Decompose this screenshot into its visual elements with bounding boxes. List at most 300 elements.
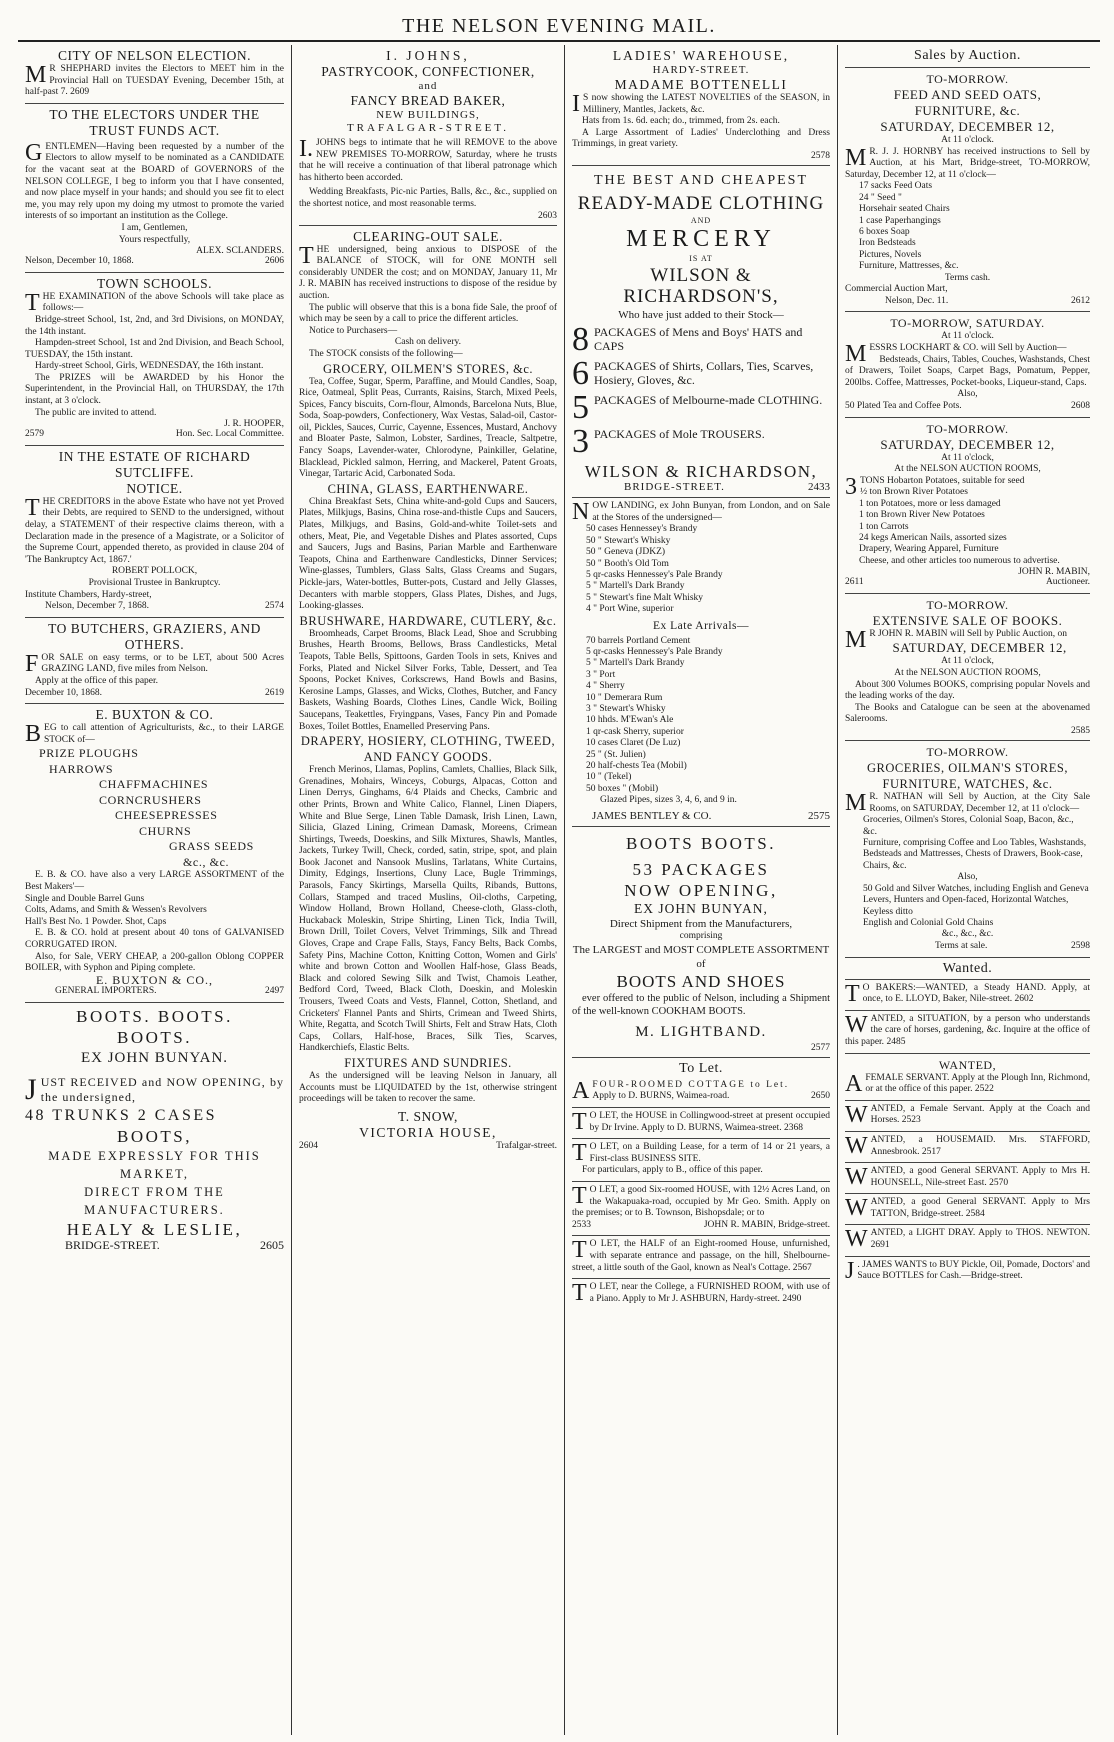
goods-item: 70 barrels Portland Cement bbox=[586, 635, 691, 646]
goods-item: CHURNS bbox=[139, 823, 192, 838]
lot-item: 24 kegs American Nails, assorted sizes bbox=[859, 532, 1007, 543]
to-let-ad bbox=[572, 1077, 830, 1108]
drop-cap: W bbox=[845, 1226, 868, 1253]
ad-body: ANTED, a LIGHT DRAY. Apply to THOS. NEWTON. bbox=[870, 1228, 1090, 1239]
lot-list bbox=[845, 487, 1090, 567]
goods-item: 4 " Sherry bbox=[586, 681, 625, 692]
goods-item: 10 hhds. M'Ewan's Ale bbox=[586, 715, 674, 726]
ad-body: O LET, on a Building Lease, for a term of 14 or 21 years, a First-class BUSINESS SITE. bbox=[589, 1142, 830, 1164]
drop-cap: T bbox=[572, 1140, 587, 1167]
package-item bbox=[572, 388, 830, 426]
ad-ladies-warehouse bbox=[572, 45, 830, 166]
ad-body: The LARGEST and MOST COMPLETE ASSORTMENT of bbox=[572, 943, 830, 970]
ad-body: Who have just added to their Stock— bbox=[618, 308, 784, 321]
ad-body: Direct Shipment from the Manufacturers, bbox=[609, 918, 793, 931]
ad-when: TO-MORROW, SATURDAY. bbox=[890, 316, 1045, 331]
package-text: PACKAGES of Melbourne-made CLOTHING. bbox=[594, 392, 823, 407]
ad-number: 2604 bbox=[299, 1140, 318, 1151]
ad-address: BRIDGE-STREET. bbox=[624, 480, 725, 493]
ad-number: 2584 bbox=[965, 1208, 985, 1219]
goods-item: 25 " (St. Julien) bbox=[586, 749, 646, 760]
ad-address: BRIDGE-STREET. bbox=[65, 1237, 160, 1252]
ad-heading: EXTENSIVE SALE OF BOOKS. bbox=[872, 612, 1063, 628]
drop-cap: W bbox=[845, 1195, 868, 1222]
ad-subheading: NEW BUILDINGS, bbox=[376, 109, 480, 121]
ad-body: EG to call attention of Agriculturists, &c., to their LARGE STOCK of— bbox=[44, 723, 284, 745]
column-1 bbox=[18, 45, 291, 1735]
ad-when: TO-MORROW. bbox=[926, 744, 1009, 759]
ad-heading: NOW OPENING, bbox=[624, 881, 778, 901]
lot-item: 1 ton Brown River New Potatoes bbox=[859, 510, 985, 521]
package-count: 6 bbox=[572, 354, 589, 392]
ad-body: A Large Assortment of Ladies' Underclothing and Dress Trimmings, in great variety. bbox=[572, 127, 830, 150]
goods-item: 10 cases Claret (De Luz) bbox=[586, 738, 681, 749]
ad-body: E. B. & CO. hold at present about 40 tons of GALVANISED CORRUGATED IRON. bbox=[25, 928, 284, 950]
lot-item: 24 " Seed " bbox=[859, 192, 902, 203]
ad-number: 2598 bbox=[1071, 940, 1090, 951]
goods-item: 50 boxes " (Mobil) bbox=[586, 783, 659, 794]
ad-body: Also, bbox=[957, 389, 978, 400]
ad-heading: FEED AND SEED OATS, bbox=[893, 87, 1042, 102]
lot-item: Groceries, Oilmen's Stores, Colonial Soap, Bacon, &c., &c. bbox=[863, 815, 1074, 837]
signatory: E. BUXTON & CO., bbox=[95, 972, 214, 987]
masthead: THE NELSON EVENING MAIL. bbox=[402, 15, 716, 37]
ad-heading: BOOTS, bbox=[117, 1126, 192, 1146]
goods-item: HARROWS bbox=[49, 761, 114, 776]
drop-cap: I. bbox=[299, 136, 313, 162]
ad-number: 2368 bbox=[783, 1122, 803, 1133]
ad-heading: I. JOHNS, bbox=[386, 48, 470, 63]
signatory: ROBERT POLLOCK, bbox=[111, 566, 198, 577]
goods-item: 50 " Geneva (JDKZ) bbox=[586, 547, 666, 558]
ad-lightband-boots bbox=[572, 827, 830, 1058]
signatory-house: VICTORIA HOUSE, bbox=[359, 1124, 497, 1140]
wanted-section bbox=[845, 958, 1090, 1291]
ad-subheading: NOTICE. bbox=[126, 480, 183, 496]
ad-number: 2522 bbox=[974, 1084, 994, 1095]
drop-cap: T bbox=[845, 980, 860, 1007]
ad-body: OW LANDING, ex John Bunyan, from London, and on Sale at the Stores of the undersigned— bbox=[592, 501, 830, 523]
ad-body: ANTED, a good General SERVANT. Apply to Mrs TATTON, Bridge-street. bbox=[870, 1197, 1090, 1219]
ad-johns bbox=[299, 45, 557, 226]
goods-list bbox=[25, 746, 284, 870]
wanted-ad bbox=[845, 1194, 1090, 1225]
drop-cap: M bbox=[25, 62, 47, 88]
schedule-line: Hardy-street School, Girls, WEDNESDAY, the 16th instant. bbox=[35, 361, 264, 372]
goods-list bbox=[572, 636, 830, 807]
drop-cap: A bbox=[845, 1070, 863, 1097]
ad-sutcliffe-estate bbox=[25, 446, 284, 618]
ad-body: S now showing the LATEST NOVELTIES of the SEASON, in Millinery, Mantles, Jackets, &c. bbox=[583, 93, 830, 115]
goods-item: GRASS SEEDS bbox=[169, 839, 254, 854]
drop-cap: F bbox=[25, 650, 39, 677]
ad-number: 2603 bbox=[538, 210, 557, 221]
drop-cap: A bbox=[572, 1077, 590, 1104]
ad-subheading: TRAFALGAR-STREET. bbox=[346, 122, 510, 134]
ad-healy-leslie-boots bbox=[25, 1003, 284, 1256]
package-text: PACKAGES of Mole TROUSERS. bbox=[594, 426, 765, 441]
ad-number: 2575 bbox=[808, 809, 830, 822]
ad-body: 50 Gold and Silver Watches, including English and Geneva Levers, Hunters and Open-faced, Horizontal Watches, Keyless ditto bbox=[863, 883, 1089, 917]
lot-item: Drapery, Wearing Apparel, Furniture bbox=[859, 544, 999, 555]
lot-item: 1 case Paperhangings bbox=[859, 215, 941, 226]
wanted-ad bbox=[845, 1257, 1090, 1287]
ad-body: comprising bbox=[679, 931, 723, 942]
drop-cap: W bbox=[845, 1132, 868, 1159]
ad-body: ever offered to the public of Nelson, including a Shipment of the well-known COOKHAM BOOTS. bbox=[572, 992, 830, 1017]
ad-number: 2497 bbox=[265, 986, 284, 997]
drop-cap: T bbox=[572, 1280, 587, 1307]
signatory-role: Hon. Sec. Local Committee. bbox=[175, 429, 284, 440]
lot-item: Pictures, Novels bbox=[859, 249, 922, 260]
lot-list bbox=[845, 181, 1090, 272]
ad-body: FOUR-ROOMED COTTAGE to Let. bbox=[592, 1079, 790, 1090]
goods-item: CHAFFMACHINES bbox=[99, 777, 209, 792]
schedule-line: Hampden-street School, 1st and 2nd Division, and Beach School, TUESDAY, the 15th instant. bbox=[25, 338, 284, 360]
ad-body: The Books and Catalogue can be seen at the abovenamed Salerooms. bbox=[845, 702, 1090, 725]
package-text: PACKAGES of Mens and Boys' HATS and CAPS bbox=[594, 324, 803, 353]
ad-nathan-auction bbox=[845, 741, 1090, 958]
ad-body: Apply to D. BURNS, Waimea-road. bbox=[592, 1091, 730, 1102]
drop-cap: M bbox=[845, 341, 867, 367]
to-let-ad bbox=[572, 1279, 830, 1309]
ad-number: 2650 bbox=[811, 1091, 830, 1102]
ad-body: HE EXAMINATION of the above Schools will take place as follows:— bbox=[42, 291, 284, 314]
ad-terms: Terms at sale. bbox=[935, 940, 988, 951]
signatory: J. R. HOOPER, bbox=[224, 419, 284, 430]
ad-number: 2612 bbox=[1071, 295, 1090, 306]
ad-heading: MADE EXPRESSLY FOR THIS MARKET, bbox=[48, 1148, 261, 1181]
ad-number: 2585 bbox=[1071, 725, 1090, 736]
ad-body: ANTED, a good General SERVANT. Apply to Mrs H. HOUNSELL, Nile-street East. bbox=[870, 1166, 1090, 1188]
ad-heading: THE BEST AND CHEAPEST bbox=[593, 172, 809, 188]
section-body: As the undersigned will be leaving Nelson in January, all Accounts must be LIQUIDATED by the 1st, otherwise stringent proceedings will be taken to recover the same. bbox=[299, 1070, 557, 1105]
section-body: Tea, Coffee, Sugar, Sperm, Paraffine, and Mould Candles, Soap, Rice, Oatmeal, Split Peas, Currants, Raisins, Starch, Mixed Peels, Spices, Fancy biscuits, Corn-flour, Almonds, Barcelona Nuts, Blue, Soda, Soap-powders, Confectionery, Wax Vestas, Salad-oil, Castor-oil, Pickles, Sauces, Curric, Cayenne, Essences, Mustard, Anchovy and Bloater Paste, Salmon, Lobster, Sardines, Treacle, Saltpetre, Fancy Soaps, Lavender-water, Chlorodyne, Painkiller, Gelatine, Blacklead, Pickled salmon, Herring, and Mackerel, Patent Groats, Vinegar, Tartaric Acid, Carbonated Soda. bbox=[299, 376, 557, 480]
ad-time: At 11 o'clock. bbox=[941, 135, 994, 145]
section-body: French Merinos, Llamas, Poplins, Camlets, Challies, Black Silk, Grenadines, Mohairs, Winceys, Coburgs, Alpacas, Cotton and Linen Derrys, Ginghams, 6/4 Plaids and Checks, Cambric and other Prints, Brown and White Calico, Flannel, Linen Diapers, White and Blue Serge, Linen Table Damask, Irish Linen, Lawn, Silicia, Glazed Lining, Crimean Damask, Moreens, Crimean Shirtings, Tweeds, Doeskins, and Silk Mixtures, Shawls, Mantles, Jackets, Turkey Twill, Check, corded, satin, stripe, spot, and plain Book Jaconet and Nansook Muslins, Tarlatans, White Curtains, Dimity, Edgings, Insertions, Cluny Lace, Bugle Trimmings, Parasols, Fancy Skirtings, Marsella Quilts, Ribands, Buttons, Collars, Stamped and traced Muslins, Oil-cloths, Carpeting, Window Holland, Brown Holland, Cheese-cloth, Glass-cloth, Huckaback Moleskin, Stripe Shirting, Linen Tick, India Twill, Brown Drill, Toilet Covers, Velvet Trimmings, Silk and Thread Gloves, Crape and Crape Falls, Stays, Fancy Belts, Back Combs, Safety Pins, Machine Cotton, Knitting Cotton, Women and Girls' white and brown Cotton and Woollen Half-hose, Glass Beads, Black and colored Sewing Silk and Twist, Chamois Leather, Bedford Cord, Tweed, Black Cloth, Doeskin, and Moleskin Trousers, Tweed Coats and Vests, Flannel, Cotton, Shetland, and Cricketers' Flannel Pants and Shirts, Crimean and Tweed Shirts, White, Regatta, and Scotch Twill Shirts, Felt and Straw Hats, Cloth Caps, Collars, Half-hose, Braces, Silk Ties, Scarves, Handkerchiefs, Elastic Belts. bbox=[299, 765, 557, 1054]
ad-date: December 10, 1868. bbox=[25, 687, 103, 698]
ad-notice: Cash on delivery. bbox=[394, 337, 462, 348]
ad-number: 2490 bbox=[782, 1293, 802, 1304]
goods-item: Glazed Pipes, sizes 3, 4, 6, and 9 in. bbox=[600, 795, 737, 806]
ad-body: 50 Plated Tea and Coffee Pots. bbox=[845, 400, 962, 411]
ad-heading: BOOTS. bbox=[117, 1027, 192, 1047]
lot-item: Iron Bedsteads bbox=[859, 238, 916, 249]
ad-wilson-richardson bbox=[572, 166, 830, 498]
ad-place: At the NELSON AUCTION ROOMS, bbox=[894, 464, 1041, 475]
drop-cap: B bbox=[25, 721, 42, 748]
package-count: 5 bbox=[572, 388, 589, 426]
ad-body: Also, bbox=[957, 872, 978, 883]
ad-body: English and Colonial Gold Chains bbox=[863, 917, 994, 928]
ad-body: ANTED, a SITUATION, by a person who understands the care of horses, gardening, &c. Inquire at the office of this paper. bbox=[845, 1013, 1090, 1047]
ad-number: 2619 bbox=[265, 687, 284, 698]
goods-item: 3 " Stewart's Whisky bbox=[586, 704, 666, 715]
drop-cap: M bbox=[845, 144, 867, 171]
goods-item: 5 " Stewart's fine Malt Whisky bbox=[586, 592, 704, 603]
wanted-ad bbox=[845, 1163, 1090, 1194]
ad-number: 2602 bbox=[1014, 994, 1034, 1005]
auction-section bbox=[845, 45, 1090, 68]
goods-item: 50 " Stewart's Whisky bbox=[586, 535, 671, 546]
goods-item: 1 qr-cask Sherry, superior bbox=[586, 726, 684, 737]
ad-election bbox=[25, 45, 284, 104]
goods-item: 5 qr-casks Hennessey's Pale Brandy bbox=[586, 647, 723, 657]
wanted-ad bbox=[845, 1101, 1090, 1132]
wanted-ad bbox=[845, 1011, 1090, 1054]
goods-item: 3 " Port bbox=[586, 669, 616, 680]
ad-body: ANTED, a HOUSEMAID. Mrs. STAFFORD, Annesbrook. bbox=[870, 1134, 1090, 1157]
ad-body: ESSRS LOCKHART & CO. will Sell by Auction— bbox=[869, 343, 1067, 353]
drop-cap: G bbox=[25, 139, 43, 166]
goods-item: 10 " (Tekel) bbox=[586, 772, 632, 783]
section-body: Broomheads, Carpet Brooms, Black Lead, Shoe and Scrubbing Brushes, Hearth Brooms, Bellows, Brass Candlesticks, Metal Teapots, Table Bells, Spittoons, Garden Tools in sets, Knives and Forks, Plated and Nickel Silver Forks, Table, Dessert, and Tea Spoons, Pocket Knives, Corkscrews, Hand Bowls and Basins, Kerosine Lamps, Glasses, and Wicks, Clothes, Butcher, and Fancy Baskets, Washing Boards, Clothes Lines, Candle Wick, Boiling Saucepans, Teakettles, Fryingpans, Vases, Fancy Pin and Pomade Boxes, Toilet Bottles, Enamelled Preserving Pans. bbox=[299, 628, 557, 732]
ad-date: SATURDAY, DECEMBER 12, bbox=[880, 436, 1055, 452]
ad-date: Nelson, December 10, 1868. bbox=[25, 256, 134, 267]
wanted-ad bbox=[845, 1225, 1090, 1256]
signatory-role: GENERAL IMPORTERS. bbox=[55, 986, 157, 997]
signatory-role: Provisional Trustee in Bankruptcy. bbox=[88, 578, 221, 588]
ad-heading: EX JOHN BUNYAN. bbox=[80, 1049, 229, 1066]
package-count: 3 bbox=[572, 422, 589, 460]
section-heading: DRAPERY, HOSIERY, CLOTHING, TWEED, AND FANCY GOODS. bbox=[300, 734, 556, 765]
goods-line: Colts, Adams, and Smith & Wessen's Revolvers bbox=[25, 905, 207, 916]
ad-heading: 48 TRUNKS 2 CASES bbox=[25, 1106, 218, 1124]
signatory: M. LIGHTBAND. bbox=[635, 1023, 767, 1040]
drop-cap: W bbox=[845, 1011, 868, 1038]
wanted-ad bbox=[845, 1132, 1090, 1163]
ad-trust-funds bbox=[25, 104, 284, 273]
ad-body: ANTED, a Female Servant. Apply at the Coach and Horses. bbox=[870, 1103, 1090, 1126]
ad-body: OR SALE on easy terms, or to be LET, about 500 Acres GRAZING LAND, five miles from Nelson. bbox=[41, 652, 284, 675]
ad-notice: Notice to Purchasers— bbox=[309, 325, 398, 336]
drop-cap: I bbox=[572, 91, 580, 117]
lot-item: Furniture, Mattresses, &c. bbox=[859, 261, 959, 272]
ad-body: Bedsteads, Chairs, Tables, Couches, Washstands, Chest of Drawers, Toilet Soaps, Carpet Bags, Pomatum, Pepper, 200lbs. Coffee, Mattresses, Pocket-books, Liqueur-stand, Caps. bbox=[845, 354, 1090, 388]
ad-heading: WANTED, bbox=[938, 1057, 997, 1072]
signatory: T. SNOW, bbox=[398, 1108, 458, 1124]
ad-body: Apply at the office of this paper. bbox=[35, 675, 159, 686]
ad-heading: BOOTS BOOTS. bbox=[626, 834, 776, 854]
ad-body: The PRIZES will be AWARDED by his Honor the Superintendent, in the Provincial Hall, on THURSDAY, the 17th instant, at 3 o'clock. bbox=[25, 372, 284, 407]
ad-address: Institute Chambers, Hardy-street, bbox=[25, 589, 152, 600]
section-heading: BRUSHWARE, HARDWARE, CUTLERY, &c. bbox=[299, 613, 557, 628]
ad-body: E. B. & CO. have also a very LARGE ASSORTMENT of the Best Makers'— bbox=[25, 870, 284, 892]
ad-heading: PASTRYCOOK, CONFECTIONER, bbox=[321, 64, 535, 79]
ad-number: 2609 bbox=[70, 87, 90, 98]
ad-body: HE CREDITORS in the above Estate who have not yet Proved their Debts, are required to SEND to the undersigned, without delay, a STATEMENT of their respective claims thereon, with a Declaration made in the presence of a Magistrate, or a Solicitor of the Supreme Court, appended thereto, as provided in clause 204 of 'The Bankruptcy Act, 1867.' bbox=[25, 496, 284, 565]
ad-body: O LET, near the College, a FURNISHED ROOM, with use of a Piano. Apply to Mr J. ASHBURN, Hardy-street. bbox=[589, 1282, 830, 1304]
ad-place: At the NELSON AUCTION ROOMS, bbox=[894, 667, 1041, 678]
goods-item: &c., &c. bbox=[183, 854, 230, 869]
ad-number: 2517 bbox=[921, 1146, 941, 1157]
drop-cap: W bbox=[845, 1101, 868, 1128]
goods-line: Hall's Best No. 1 Powder. Shot, Caps bbox=[25, 916, 167, 927]
drop-cap: N bbox=[572, 499, 590, 526]
section-heading: Sales by Auction. bbox=[845, 48, 1090, 68]
ad-heading: E. BUXTON & CO. bbox=[95, 707, 214, 723]
ad-heading: FURNITURE, &c. bbox=[914, 103, 1021, 118]
goods-item: 5 qr-casks Hennessey's Pale Brandy bbox=[586, 569, 723, 580]
goods-item: CORNCRUSHERS bbox=[99, 792, 202, 807]
ad-body: About 300 Volumes BOOKS, comprising popular Novels and the leading works of the day. bbox=[845, 679, 1090, 702]
ad-number: 2567 bbox=[792, 1262, 812, 1273]
ad-heading: FANCY BREAD BAKER, bbox=[350, 93, 506, 108]
section-heading: Wanted. bbox=[845, 961, 1090, 980]
package-item bbox=[572, 354, 830, 392]
ad-date: SATURDAY, DECEMBER 12, bbox=[892, 640, 1067, 656]
package-count: 8 bbox=[572, 320, 589, 358]
goods-item: 5 " Martell's Dark Brandy bbox=[586, 658, 685, 669]
ad-body: O LET, a good Six-roomed HOUSE, with 12½ Acres Land, on the Wakapuaka-road, occupied by Mr Geo. Smith. Apply on the premises; or to B. Townson, Bishopsdale; or to bbox=[572, 1185, 830, 1219]
ad-body: UST RECEIVED and NOW OPENING, by the undersigned, bbox=[40, 1074, 284, 1104]
ad-number: 2691 bbox=[870, 1240, 890, 1251]
ad-body: R SHEPHARD invites the Electors to MEET him in the Provincial Hall on TUESDAY Evening, December 15th, at half-past 7. bbox=[25, 64, 284, 98]
lot-item: 1 ton Potatoes, more or less damaged bbox=[859, 498, 1001, 509]
ad-heading: BOOTS. BOOTS. bbox=[76, 1006, 233, 1026]
ad-body: Hats from 1s. 6d. each; do., trimmed, from 2s. each. bbox=[582, 116, 780, 127]
ad-number: 2606 bbox=[265, 256, 284, 267]
ad-body: R. NATHAN will Sell by Auction, at the City Sale Rooms, on SATURDAY, December 12, at 11 o'clock— bbox=[869, 791, 1090, 814]
goods-item: 50 cases Hennessey's Brandy bbox=[586, 524, 698, 535]
ad-when: TO-MORROW. bbox=[926, 421, 1009, 436]
section-body: China Breakfast Sets, China white-and-gold Cups and Saucers, Plates, Milkjugs, Basins, China rose-and-thistle Cups and Saucers, Plates, Milkjugs, and Basins, Gold-and-white Toilet-sets and others, Meat, Pie, and Vegetable Dishes and Plates assorted, Cups and Saucers, Jugs and Basins, Parian Marble and Earthenware Teapots, China and Earthenware Candlesticks, Dinner Services; Wine-glasses, Tumblers, Glass Salts, Glass Creams and Sugars, Pickle-jars, Water-bottles, Butter-pots, Custard and Jelly Glasses, Decanters with marble stoppers, Glass Plates, Dishes, and Jugs, Looking-glasses. bbox=[299, 496, 557, 612]
ad-body: JOHN R. MABIN, Bridge-street. bbox=[703, 1219, 830, 1230]
ad-heading: TOWN SCHOOLS. bbox=[96, 275, 212, 291]
ad-date: Nelson, December 7, 1868. bbox=[45, 601, 149, 612]
drop-cap: M bbox=[845, 626, 867, 653]
ad-subheading: Ex Late Arrivals— bbox=[652, 619, 749, 632]
ad-subheading: AND bbox=[690, 215, 712, 225]
closing: Yours respectfully, bbox=[118, 234, 191, 245]
ad-heading: MADAME BOTTENELLI bbox=[614, 77, 788, 92]
signatory: ALEX. SCLANDERS. bbox=[196, 246, 284, 257]
ad-lockhart-auction bbox=[845, 312, 1090, 417]
package-text: PACKAGES of Shirts, Collars, Ties, Scarves, Hosiery, Gloves, &c. bbox=[594, 358, 814, 387]
ad-body: The public will observe that this is a bona fide Sale, the proof of which may be seen by a call to price the different articles. bbox=[299, 302, 557, 325]
drop-cap: W bbox=[845, 1164, 868, 1191]
goods-item: 20 half-chests Tea (Mobil) bbox=[586, 761, 687, 772]
ad-number: 2605 bbox=[260, 1237, 284, 1252]
package-item bbox=[572, 320, 830, 358]
ad-mabin-potatoes bbox=[845, 418, 1090, 594]
ad-body: &c., &c., &c. bbox=[941, 929, 994, 940]
column-4 bbox=[837, 45, 1097, 1735]
ad-number: 2570 bbox=[989, 1177, 1009, 1188]
ad-number: 2611 bbox=[845, 577, 864, 588]
drop-cap: T bbox=[572, 1237, 587, 1264]
signatory: JAMES BENTLEY & CO. bbox=[592, 809, 712, 822]
section-heading: CHINA, GLASS, EARTHENWARE. bbox=[327, 481, 529, 496]
lot-item: ½ ton Brown River Potatoes bbox=[860, 487, 968, 498]
ad-heading: TO THE ELECTORS UNDER THE TRUST FUNDS ACT. bbox=[49, 106, 260, 138]
ad-heading: LADIES' WAREHOUSE, bbox=[612, 48, 790, 63]
lot-item: 1 ton Carrots bbox=[859, 521, 909, 532]
ad-heading: 53 PACKAGES bbox=[632, 860, 770, 880]
drop-cap: T bbox=[25, 494, 40, 521]
ad-body: ENTLEMEN—Having been requested by a number of the Electors to allow myself to be nominated as a CANDIDATE for the vacant seat at the BOARD of GOVERNORS of the NELSON COLLEGE, I beg to inform you that I have consented, and now place myself in your hands; and should you see fit to elect me, you may rely upon my doing my utmost to promote the varied interests of so important an institution as the College. bbox=[25, 141, 284, 222]
drop-cap: T bbox=[572, 1183, 587, 1210]
ad-heading: WILSON & RICHARDSON'S, bbox=[623, 264, 779, 307]
ad-body: O BAKERS:—WANTED, a Steady HAND. Apply, at once, to E. LLOYD, Baker, Nile-street. bbox=[862, 982, 1090, 1005]
section-heading: GROCERY, OILMEN'S STORES, &c. bbox=[322, 361, 534, 376]
ad-body: FEMALE SERVANT. Apply at the Plough Inn, Richmond, or at the office of this paper. bbox=[865, 1072, 1090, 1095]
ad-number: 2433 bbox=[808, 480, 830, 493]
ad-number: 2579 bbox=[25, 429, 44, 440]
ad-butchers bbox=[25, 618, 284, 704]
ad-body: TONS Hobarton Potatoes, suitable for seed bbox=[860, 475, 1025, 486]
ad-body: The STOCK consists of the following— bbox=[309, 348, 463, 359]
ad-body: JOHNS begs to intimate that he will REMOVE to the above NEW PREMISES TO-MORROW, Saturday, where he trusts that he will receive a continuation of that liberal patronage which has hitherto been accorded. bbox=[299, 138, 557, 183]
ad-heading: EX JOHN BUNYAN, bbox=[634, 901, 768, 917]
section-heading: To Let. bbox=[679, 1060, 723, 1076]
ad-heading: READY-MADE CLOTHING bbox=[577, 192, 825, 214]
ad-buxton bbox=[25, 704, 284, 1003]
to-let-ad bbox=[572, 1108, 830, 1139]
ad-number: 2533 bbox=[572, 1219, 591, 1230]
goods-item: 5 " Martell's Dark Brandy bbox=[586, 581, 685, 592]
ad-when: TO-MORROW. bbox=[926, 597, 1009, 612]
signatory: HEALY & LESLIE, bbox=[66, 1219, 243, 1239]
ad-heading: IN THE ESTATE OF RICHARD SUTCLIFFE. bbox=[58, 448, 251, 480]
to-let-ad bbox=[572, 1139, 830, 1182]
drop-cap: T bbox=[25, 289, 40, 316]
ad-town-schools bbox=[25, 273, 284, 446]
ad-heading: BOOTS AND SHOES bbox=[616, 971, 786, 991]
column-2 bbox=[291, 45, 564, 1735]
masthead-rule bbox=[18, 40, 1100, 42]
ad-date: Nelson, Dec. 11. bbox=[885, 295, 949, 306]
lot-item: 17 sacks Feed Oats bbox=[859, 181, 933, 192]
drop-cap: J bbox=[25, 1072, 38, 1106]
to-let-section bbox=[572, 1058, 830, 1314]
ad-clearing-sale bbox=[299, 226, 557, 1157]
goods-item: PRIZE PLOUGHS bbox=[39, 746, 139, 761]
drop-cap: M bbox=[845, 789, 867, 816]
ad-body: Wedding Breakfasts, Pic-nic Parties, Balls, &c., &c., supplied on the shortest notice, and most reasonable terms. bbox=[299, 187, 557, 209]
ad-now-landing bbox=[572, 498, 830, 827]
ad-time: At 11 o'clock, bbox=[941, 656, 994, 667]
ad-heading: CLEARING-OUT SALE. bbox=[353, 228, 503, 244]
lot-item: Furniture, comprising Coffee and Loo Tables, Washstands, Bedsteads and Mattresses, Chests of Drawers, Book-case, Chairs, &c. bbox=[863, 837, 1087, 871]
section-heading: FIXTURES AND SUNDRIES. bbox=[344, 1055, 512, 1070]
lot-item: 6 boxes Soap bbox=[859, 227, 910, 237]
ad-body: O LET, the HOUSE in Collingwood-street at present occupied by Dr Irvine. Apply to D. BURNS, Waimea-street. bbox=[589, 1111, 830, 1133]
ad-mabin-books bbox=[845, 594, 1090, 741]
ad-body: . JAMES WANTS to BUY Pickle, Oil, Pomade, Doctors' and Sauce BOTTLES for Cash.—Bridge-street. bbox=[857, 1259, 1090, 1282]
goods-item: 4 " Port Wine, superior bbox=[586, 604, 674, 615]
columns bbox=[18, 45, 1100, 1735]
closing: I am, Gentlemen, bbox=[121, 222, 188, 233]
ad-body: Also, for Sale, VERY CHEAP, a 200-gallon Oblong COPPER BOILER, with Syphon and Piping complete. bbox=[25, 951, 284, 974]
ad-when: TO-MORROW. bbox=[926, 72, 1009, 86]
ad-number: 2523 bbox=[901, 1115, 921, 1126]
drop-cap: 3 bbox=[845, 473, 857, 500]
ad-date: SATURDAY, DECEMBER 12, bbox=[880, 119, 1055, 134]
ad-subheading: and bbox=[418, 80, 438, 92]
ad-time: At 11 o'clock. bbox=[941, 331, 994, 342]
signatory-role: Auctioneer. bbox=[1045, 577, 1090, 588]
signatory: JOHN R. MABIN, bbox=[1018, 567, 1090, 578]
ad-terms: Terms cash. bbox=[944, 272, 991, 283]
ad-body: O LET, the HALF of an Eight-roomed House, unfurnished, with separate entrance and passage, on the hill, Shelbourne-street, a little south of the Gaol, known as Neal's Cottage. bbox=[572, 1239, 830, 1273]
to-let-ad bbox=[572, 1182, 830, 1236]
lot-item: Horsehair seated Chairs bbox=[859, 204, 950, 215]
column-3 bbox=[564, 45, 837, 1735]
ad-heading: DIRECT FROM THE MANUFACTURERS. bbox=[84, 1184, 225, 1217]
lot-list bbox=[845, 815, 1090, 872]
package-item bbox=[572, 422, 830, 460]
